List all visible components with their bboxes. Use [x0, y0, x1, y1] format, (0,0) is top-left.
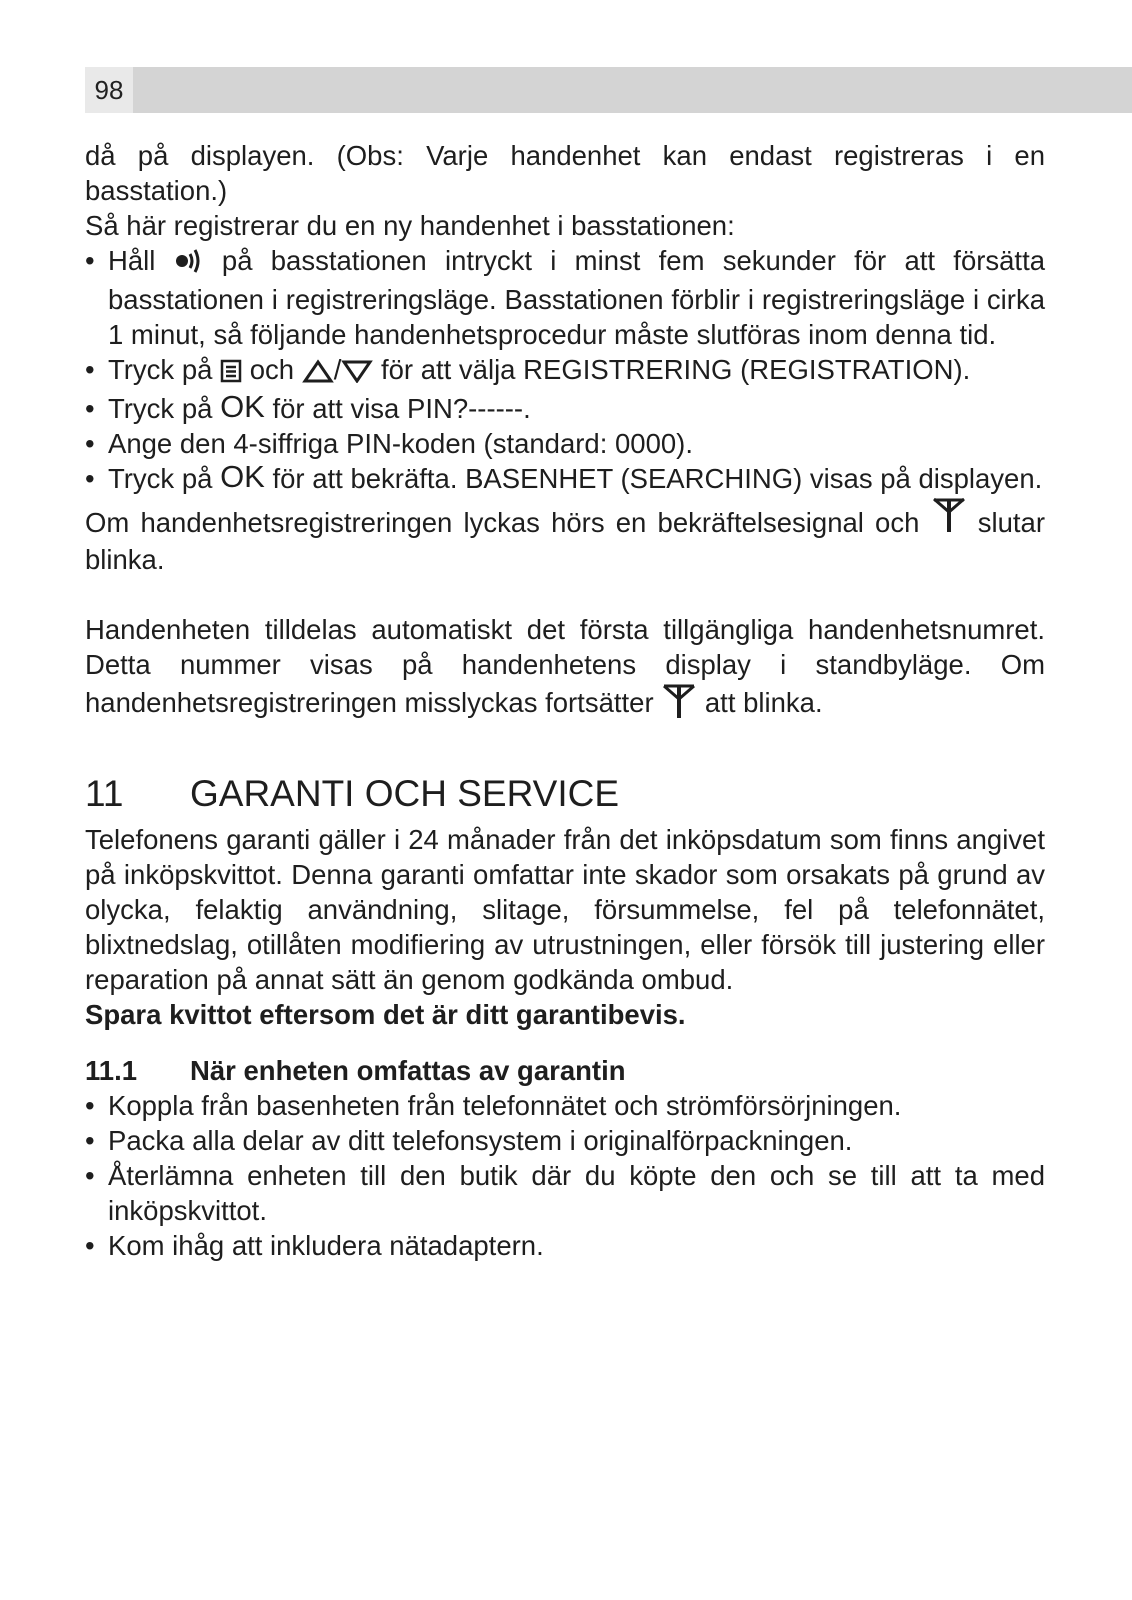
page-number: 98	[85, 67, 133, 113]
list-item: • Koppla från basenheten från telefonnätet och strömförsörjningen.	[85, 1088, 1045, 1123]
subsection-number: 11.1	[85, 1055, 138, 1086]
step-menu-select: • Tryck på och / för att välja REGISTRERING (REGISTRATION).	[85, 352, 1045, 391]
step-confirm: • Tryck på OK för att bekräfta. BASENHET (SEARCHING) visas på displayen.	[85, 461, 1045, 496]
menu-icon	[220, 356, 242, 391]
step-ok-pin: • Tryck på OK för att visa PIN?------.	[85, 391, 1045, 426]
auto-assign-text: Handenheten tilldelas automatiskt det första tillgängliga handenhetsnumret. Detta nummer visas på handenhetens display i standbyläge. Om handenhetsregistreringen misslyckas fortsätter att blinka.	[85, 612, 1045, 728]
page-signal-icon	[174, 246, 204, 282]
registration-steps	[85, 243, 1045, 496]
antenna-icon	[661, 682, 697, 728]
list-item: • Återlämna enheten till den butik där du köpte den och se till att ta med inköpskvittot.	[85, 1158, 1045, 1228]
warranty-steps	[85, 1088, 1045, 1263]
intro-text: då på displayen. (Obs: Varje handenhet kan endast registreras i en basstation.)	[85, 140, 1045, 206]
header-bar	[85, 67, 1132, 113]
list-item: • Kom ihåg att inkludera nätadaptern.	[85, 1228, 1045, 1263]
step-enter-pin: • Ange den 4-siffriga PIN-koden (standard: 0000).	[85, 426, 1045, 461]
list-item: • Packa alla delar av ditt telefonsystem i originalförpackningen.	[85, 1123, 1045, 1158]
antenna-icon	[931, 496, 967, 542]
subsection-title: När enheten omfattas av garantin	[190, 1055, 626, 1086]
warranty-body: Telefonens garanti gäller i 24 månader från det inköpsdatum som finns angivet på inköpskvittot. Denna garanti omfattar inte skador som orsakats på grund av olycka, felaktig användning, slitage, försummelse, fel på telefonnätet, blixtnedslag, otillåten modifiering av utrustningen, eller försök till justering eller reparation på annat sätt än genom godkända ombud.	[85, 824, 1045, 995]
section-11-heading	[85, 772, 1045, 816]
step-hold-page: • Håll på basstationen intryckt i minst fem sekunder för att försätta basstationen i registreringsläge. Basstationen förblir i registreringsläge i cirka 1 minut, så följande handenhetsprocedur måste slutföras inom denna tid.	[85, 243, 1045, 352]
intro-instruction: Så här registrerar du en ny handenhet i basstationen:	[85, 210, 735, 241]
page-content	[85, 138, 1045, 1263]
section-number: 11	[85, 773, 124, 814]
warranty-note: Spara kvittot eftersom det är ditt garantibevis.	[85, 999, 686, 1030]
down-triangle-icon	[341, 356, 373, 391]
success-text: Om handenhetsregistreringen lyckas hörs en bekräftelsesignal och slutar blinka.	[85, 496, 1045, 577]
section-11-1-heading	[85, 1053, 1045, 1088]
ok-key-icon: OK	[220, 459, 265, 494]
section-title: GARANTI OCH SERVICE	[190, 773, 620, 814]
up-triangle-icon	[302, 356, 334, 391]
ok-key-icon: OK	[220, 389, 265, 424]
